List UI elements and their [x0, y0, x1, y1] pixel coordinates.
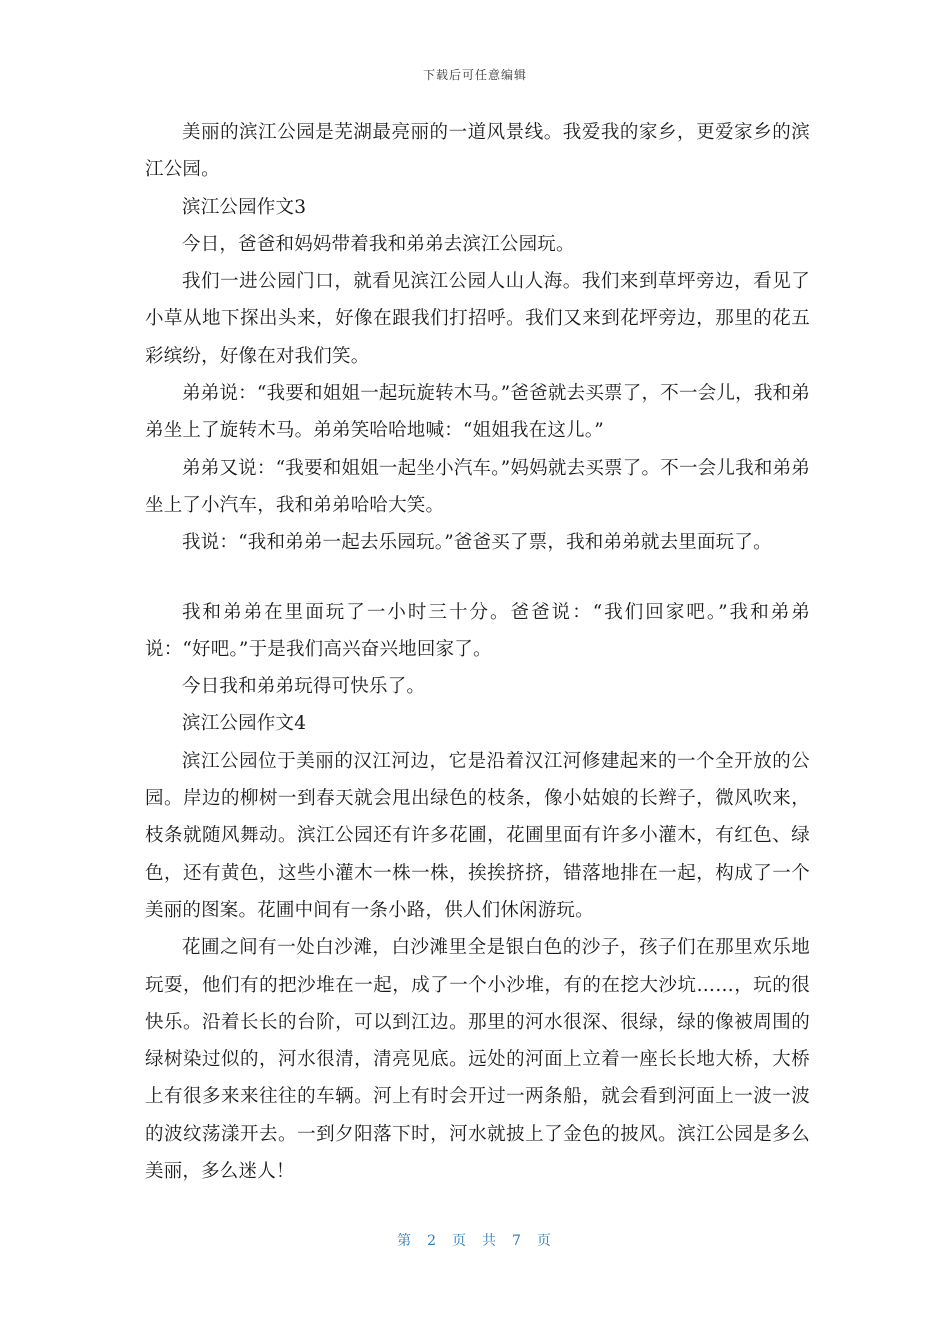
footer-gong: 共 — [482, 1233, 498, 1249]
footer-di: 第 — [397, 1233, 414, 1249]
paragraph: 弟弟说：“我要和姐姐一起玩旋转木马。”爸爸就去买票了，不一会儿，我和弟弟坐上了旋转木马。弟弟笑哈哈地喊：“姐姐我在这儿。” — [145, 383, 810, 442]
paragraph: 我们一进公园门口，就看见滨江公园人山人海。我们来到草坪旁边，看见了小草从地下探出头来，好像在跟我们打招呼。我们又来到花坪旁边，那里的花五彩缤纷，好像在对我们笑。 — [145, 271, 810, 367]
paragraph: 今日，爸爸和妈妈带着我和弟弟去滨江公园玩。 — [182, 233, 575, 255]
section-heading: 滨江公园作文4 — [182, 713, 307, 735]
paragraph: 美丽的滨江公园是芜湖最亮丽的一道风景线。我爱我的家乡，更爱家乡的滨江公园。 — [145, 122, 810, 181]
document-body — [145, 114, 810, 1190]
current-page-number: 2 — [427, 1233, 438, 1249]
footer-ye: 页 — [452, 1233, 468, 1249]
paragraph: 我说：“我和弟弟一起去乐园玩。”爸爸买了票，我和弟弟就去里面玩了。 — [182, 532, 772, 554]
paragraph: 今日我和弟弟玩得可快乐了。 — [182, 676, 426, 698]
page-number-footer — [0, 1230, 950, 1250]
section-heading: 滨江公园作文3 — [182, 196, 307, 218]
paragraph: 弟弟又说：“我要和姐姐一起坐小汽车。”妈妈就去买票了。不一会儿我和弟弟坐上了小汽车，我和弟弟哈哈大笑。 — [145, 457, 810, 516]
paragraph: 我和弟弟在里面玩了一小时三十分。爸爸说：“我们回家吧。”我和弟弟说：“好吧。”于是我们高兴奋兴地回家了。 — [145, 601, 810, 660]
page-header-note: 下载后可任意编辑 — [422, 68, 527, 82]
paragraph: 滨江公园位于美丽的汉江河边，它是沿着汉江河修建起来的一个全开放的公园。岸边的柳树一到春天就会甩出绿色的枝条，像小姑娘的长辫子，微风吹来，枝条就随风舞动。滨江公园还有许多花圃，花圃里面有许多小灌木，有红色、绿色，还有黄色，这些小灌木一株一株，挨挨挤挤，错落地排在一起，构成了一个美丽的图案。花圃中间有一条小路，供人们休闲游玩。 — [145, 750, 810, 921]
total-page-number: 7 — [512, 1233, 523, 1249]
footer-ye-2: 页 — [536, 1233, 553, 1249]
paragraph: 花圃之间有一处白沙滩，白沙滩里全是银白色的沙子，孩子们在那里欢乐地玩耍，他们有的把沙堆在一起，成了一个小沙堆，有的在挖大沙坑……，玩的很快乐。沿着长长的台阶，可以到江边。那里的河水很深、很绿，绿的像被周围的绿树染过似的，河水很清，清亮见底。远处的河面上立着一座长长地大桥，大桥上有很多来来往往的车辆。河上有时会开过一两条船，就会看到河面上一波一波的波纹荡漾开去。一到夕阳落下时，河水就披上了金色的披风。滨江公园是多么美丽，多么迷人！ — [145, 937, 810, 1183]
